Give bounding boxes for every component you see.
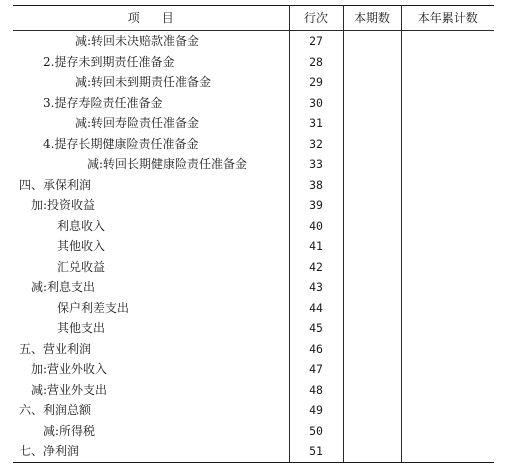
row-line-number: 51: [289, 441, 343, 462]
table-row: [13, 339, 494, 360]
row-year-to-date-cell: [401, 400, 494, 421]
row-year-to-date-cell: [401, 359, 494, 380]
row-current-period-cell: [343, 175, 401, 196]
row-current-period-cell: [343, 216, 401, 237]
table-row: [13, 298, 494, 319]
row-line-number: 33: [289, 154, 343, 175]
row-year-to-date-cell: [401, 195, 494, 216]
row-item-label: 3.提存寿险责任准备金: [13, 93, 289, 114]
table-row: [13, 216, 494, 237]
row-line-number: 43: [289, 277, 343, 298]
header-line-no: 行次: [289, 6, 343, 31]
row-item-label: 其他收入: [13, 236, 289, 257]
table-row: [13, 134, 494, 155]
row-year-to-date-cell: [401, 421, 494, 442]
row-current-period-cell: [343, 236, 401, 257]
row-current-period-cell: [343, 257, 401, 278]
table-row: [13, 400, 494, 421]
row-item-label: 保户利差支出: [13, 298, 289, 319]
row-year-to-date-cell: [401, 134, 494, 155]
income-statement-sheet: [13, 5, 494, 463]
table-row: [13, 236, 494, 257]
header-item: 项目: [13, 6, 289, 31]
row-current-period-cell: [343, 113, 401, 134]
row-current-period-cell: [343, 31, 401, 52]
table-body: [13, 31, 494, 463]
row-line-number: 39: [289, 195, 343, 216]
table-row: [13, 195, 494, 216]
row-item-label: 减:转回未到期责任准备金: [13, 72, 289, 93]
table-row: [13, 154, 494, 175]
table-row: [13, 52, 494, 73]
row-line-number: 41: [289, 236, 343, 257]
table-row: [13, 277, 494, 298]
row-item-label: 4.提存长期健康险责任准备金: [13, 134, 289, 155]
row-item-label: 减:所得税: [13, 421, 289, 442]
row-line-number: 48: [289, 380, 343, 401]
row-line-number: 45: [289, 318, 343, 339]
row-line-number: 47: [289, 359, 343, 380]
row-item-label: 利息收入: [13, 216, 289, 237]
row-current-period-cell: [343, 277, 401, 298]
row-current-period-cell: [343, 298, 401, 319]
row-year-to-date-cell: [401, 277, 494, 298]
row-current-period-cell: [343, 195, 401, 216]
income-statement-table: [13, 5, 494, 463]
row-line-number: 38: [289, 175, 343, 196]
table-row: [13, 359, 494, 380]
table-header-row: [13, 6, 494, 31]
row-current-period-cell: [343, 359, 401, 380]
row-line-number: 46: [289, 339, 343, 360]
row-year-to-date-cell: [401, 298, 494, 319]
table-row: [13, 31, 494, 52]
row-current-period-cell: [343, 380, 401, 401]
row-line-number: 40: [289, 216, 343, 237]
row-current-period-cell: [343, 72, 401, 93]
row-line-number: 27: [289, 31, 343, 52]
row-item-label: 汇兑收益: [13, 257, 289, 278]
row-year-to-date-cell: [401, 93, 494, 114]
row-item-label: 减:利息支出: [13, 277, 289, 298]
row-item-label: 加:营业外收入: [13, 359, 289, 380]
table-row: [13, 441, 494, 462]
row-item-label: 减:转回寿险责任准备金: [13, 113, 289, 134]
table-row: [13, 93, 494, 114]
row-item-label: 六、利润总额: [13, 400, 289, 421]
row-year-to-date-cell: [401, 441, 494, 462]
row-year-to-date-cell: [401, 113, 494, 134]
row-current-period-cell: [343, 339, 401, 360]
header-current-period: 本期数: [343, 6, 401, 31]
row-item-label: 减:营业外支出: [13, 380, 289, 401]
row-current-period-cell: [343, 134, 401, 155]
row-item-label: 五、营业利润: [13, 339, 289, 360]
row-current-period-cell: [343, 318, 401, 339]
header-year-to-date: 本年累计数: [401, 6, 494, 31]
row-item-label: 加:投资收益: [13, 195, 289, 216]
row-year-to-date-cell: [401, 175, 494, 196]
row-year-to-date-cell: [401, 72, 494, 93]
row-current-period-cell: [343, 400, 401, 421]
row-item-label: 减:转回未决赔款准备金: [13, 31, 289, 52]
row-year-to-date-cell: [401, 380, 494, 401]
row-line-number: 44: [289, 298, 343, 319]
row-item-label: 七、净利润: [13, 441, 289, 462]
row-year-to-date-cell: [401, 154, 494, 175]
row-year-to-date-cell: [401, 52, 494, 73]
row-line-number: 49: [289, 400, 343, 421]
table-row: [13, 113, 494, 134]
table-row: [13, 175, 494, 196]
row-year-to-date-cell: [401, 257, 494, 278]
table-row: [13, 421, 494, 442]
row-line-number: 28: [289, 52, 343, 73]
row-year-to-date-cell: [401, 31, 494, 52]
row-year-to-date-cell: [401, 318, 494, 339]
row-line-number: 50: [289, 421, 343, 442]
row-current-period-cell: [343, 154, 401, 175]
table-row: [13, 257, 494, 278]
row-line-number: 30: [289, 93, 343, 114]
row-year-to-date-cell: [401, 236, 494, 257]
table-row: [13, 318, 494, 339]
row-year-to-date-cell: [401, 339, 494, 360]
row-year-to-date-cell: [401, 216, 494, 237]
row-line-number: 29: [289, 72, 343, 93]
table-row: [13, 380, 494, 401]
row-line-number: 32: [289, 134, 343, 155]
row-line-number: 42: [289, 257, 343, 278]
row-current-period-cell: [343, 441, 401, 462]
row-current-period-cell: [343, 421, 401, 442]
table-row: [13, 72, 494, 93]
row-item-label: 其他支出: [13, 318, 289, 339]
row-line-number: 31: [289, 113, 343, 134]
row-item-label: 四、承保利润: [13, 175, 289, 196]
row-item-label: 减:转回长期健康险责任准备金: [13, 154, 289, 175]
row-current-period-cell: [343, 52, 401, 73]
row-item-label: 2.提存未到期责任准备金: [13, 52, 289, 73]
row-current-period-cell: [343, 93, 401, 114]
